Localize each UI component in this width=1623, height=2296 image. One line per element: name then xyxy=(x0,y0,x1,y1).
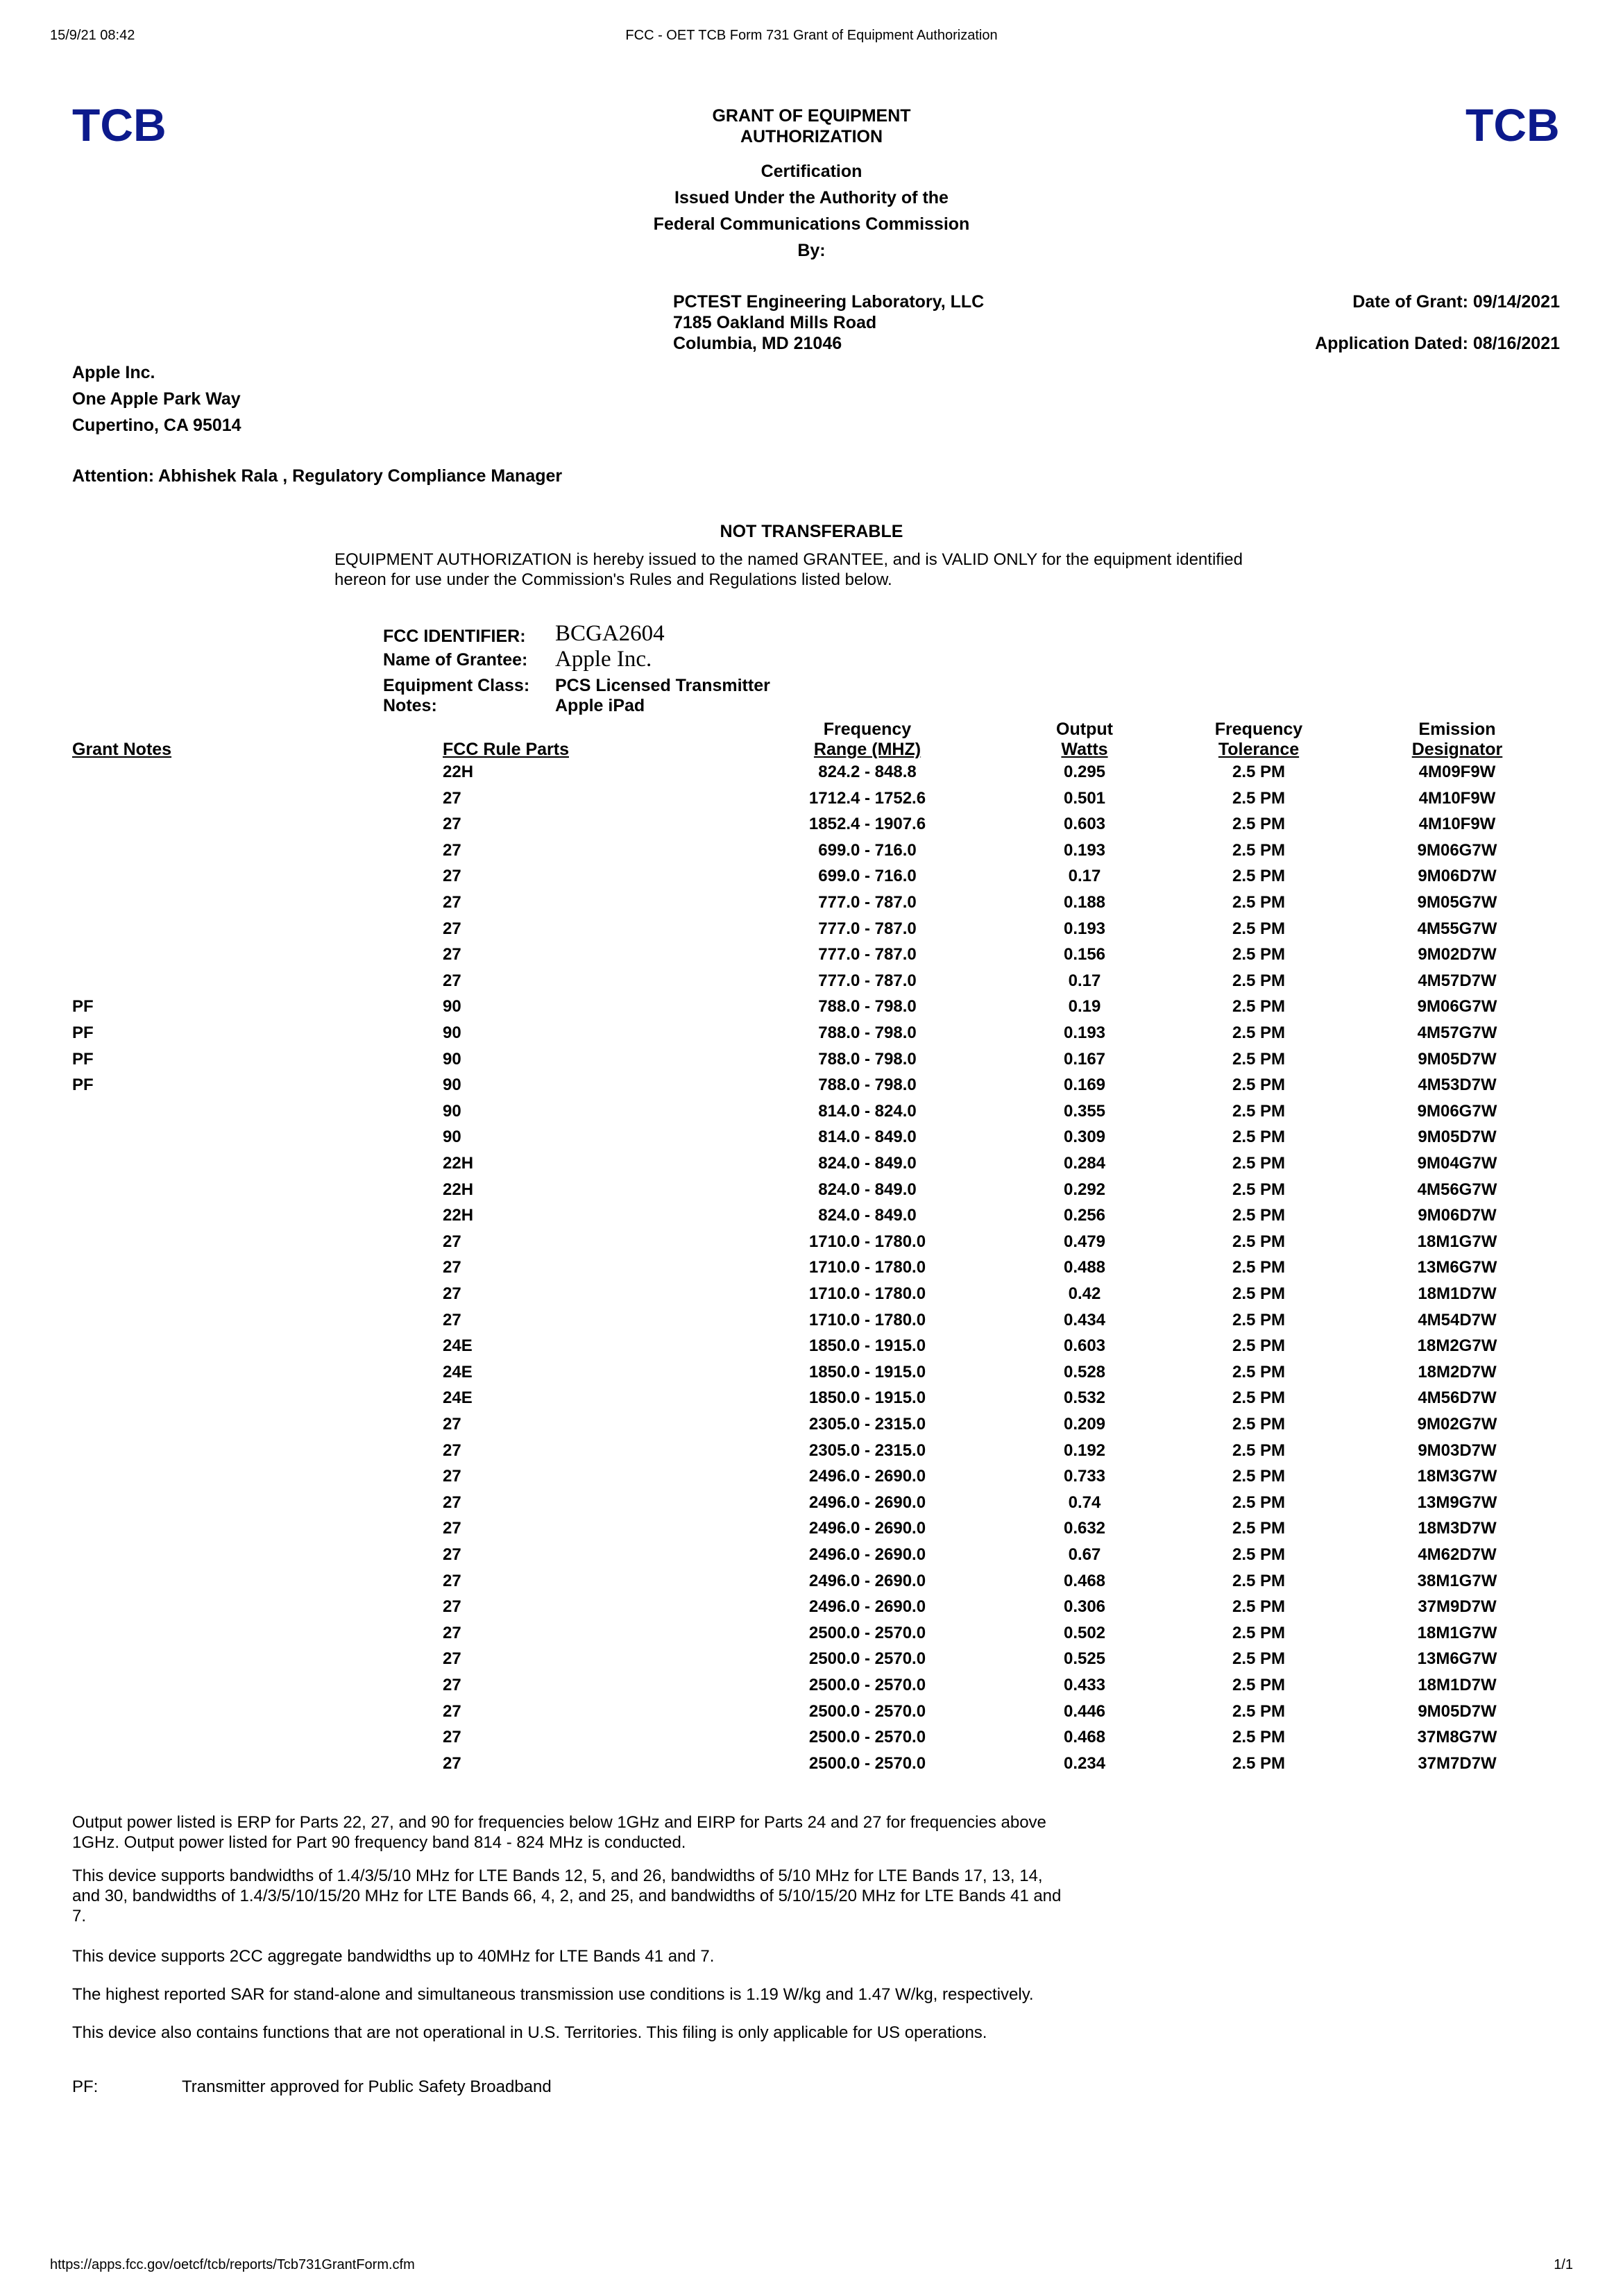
cell-frequency: 699.0 - 716.0 xyxy=(818,867,917,885)
cell-rule-part: 27 xyxy=(443,1441,461,1460)
condition-aggregate: This device supports 2CC aggregate bandwidths up to 40MHz for LTE Bands 41 and 7. xyxy=(72,1947,715,1966)
cell-output-watts: 0.603 xyxy=(1063,815,1106,833)
equipment-class-label: Equipment Class: xyxy=(383,676,530,695)
lab-city: Columbia, MD 21046 xyxy=(673,334,842,353)
cell-rule-part: 22H xyxy=(443,1154,474,1173)
cell-tolerance: 2.5 PM xyxy=(1232,1075,1286,1094)
cell-emission: 4M09F9W xyxy=(1418,763,1496,781)
cell-rule-part: 22H xyxy=(443,1206,474,1225)
cell-rule-part: 27 xyxy=(443,1597,461,1616)
cell-frequency: 777.0 - 787.0 xyxy=(818,919,917,938)
authority-line-3: Federal Communications Commission xyxy=(653,214,970,234)
cell-emission: 18M3D7W xyxy=(1418,1519,1497,1538)
cell-emission: 9M03D7W xyxy=(1418,1441,1497,1460)
grantee-street: One Apple Park Way xyxy=(72,389,241,409)
cell-emission: 4M57G7W xyxy=(1417,1023,1497,1042)
cell-frequency: 788.0 - 798.0 xyxy=(818,997,917,1016)
attention-line: Attention: Abhishek Rala , Regulatory Compliance Manager xyxy=(72,466,563,486)
application-dated: Application Dated: 08/16/2021 xyxy=(1315,334,1560,353)
cell-output-watts: 0.193 xyxy=(1063,919,1106,938)
notes-label: Notes: xyxy=(383,696,437,715)
cell-frequency: 824.0 - 849.0 xyxy=(818,1206,917,1225)
cell-tolerance: 2.5 PM xyxy=(1232,763,1286,781)
cell-tolerance: 2.5 PM xyxy=(1232,1258,1286,1277)
cell-frequency: 2496.0 - 2690.0 xyxy=(808,1493,926,1512)
cell-frequency: 777.0 - 787.0 xyxy=(818,893,917,912)
cell-frequency: 1850.0 - 1915.0 xyxy=(808,1363,926,1381)
grantee-city: Cupertino, CA 95014 xyxy=(72,416,241,435)
cell-emission: 9M05D7W xyxy=(1418,1702,1497,1721)
cell-output-watts: 0.468 xyxy=(1063,1728,1106,1746)
grantee-address xyxy=(72,359,241,439)
cell-output-watts: 0.433 xyxy=(1063,1676,1106,1694)
cell-emission: 9M05G7W xyxy=(1417,893,1497,912)
cell-grant-note: PF xyxy=(72,1023,94,1042)
cell-output-watts: 0.468 xyxy=(1063,1572,1106,1590)
cell-output-watts: 0.188 xyxy=(1063,893,1106,912)
cell-output-watts: 0.42 xyxy=(1068,1284,1101,1303)
authorization-statement xyxy=(334,550,1243,590)
cell-frequency: 777.0 - 787.0 xyxy=(818,971,917,990)
cell-rule-part: 90 xyxy=(443,997,461,1016)
date-of-grant: Date of Grant: 09/14/2021 xyxy=(1352,292,1560,312)
cell-emission: 37M8G7W xyxy=(1417,1728,1497,1746)
cell-tolerance: 2.5 PM xyxy=(1232,971,1286,990)
document-title xyxy=(0,105,1623,147)
cell-emission: 9M06D7W xyxy=(1418,1206,1497,1225)
condition-2-line-1: This device supports bandwidths of 1.4/3/5/10 MHz for LTE Bands 12, 5, and 26, bandwidths of 5/10 MHz for LTE Bands 17, 13, 14, xyxy=(72,1866,1043,1885)
cell-rule-part: 27 xyxy=(443,841,461,860)
cell-frequency: 1710.0 - 1780.0 xyxy=(808,1311,926,1329)
cell-rule-part: 27 xyxy=(443,1232,461,1251)
cell-tolerance: 2.5 PM xyxy=(1232,1728,1286,1746)
cell-tolerance: 2.5 PM xyxy=(1232,1311,1286,1329)
cell-tolerance: 2.5 PM xyxy=(1232,1754,1286,1773)
cell-emission: 4M10F9W xyxy=(1418,789,1496,808)
cell-frequency: 2496.0 - 2690.0 xyxy=(808,1597,926,1616)
cell-rule-part: 27 xyxy=(443,1702,461,1721)
cell-output-watts: 0.632 xyxy=(1063,1519,1106,1538)
cell-rule-part: 24E xyxy=(443,1363,473,1381)
cell-output-watts: 0.502 xyxy=(1063,1624,1106,1642)
title-line-1: GRANT OF EQUIPMENT xyxy=(712,106,911,126)
print-datetime: 15/9/21 08:42 xyxy=(50,28,135,43)
header-tolerance-line-2: Tolerance xyxy=(1218,740,1300,759)
cell-tolerance: 2.5 PM xyxy=(1232,1363,1286,1381)
header-tolerance-line-1: Frequency xyxy=(1214,720,1303,739)
header-frequency-line-2: Range (MHZ) xyxy=(813,740,921,759)
cell-emission: 18M1D7W xyxy=(1418,1284,1497,1303)
cell-output-watts: 0.528 xyxy=(1063,1363,1106,1381)
cell-output-watts: 0.209 xyxy=(1063,1415,1106,1434)
cell-frequency: 2500.0 - 2570.0 xyxy=(808,1702,926,1721)
cell-frequency: 2500.0 - 2570.0 xyxy=(808,1676,926,1694)
cell-output-watts: 0.446 xyxy=(1063,1702,1106,1721)
cell-emission: 9M04G7W xyxy=(1417,1154,1497,1173)
cell-frequency: 788.0 - 798.0 xyxy=(818,1075,917,1094)
cell-rule-part: 27 xyxy=(443,945,461,964)
condition-bandwidths xyxy=(72,1866,1061,1926)
cell-emission: 4M54D7W xyxy=(1418,1311,1497,1329)
cell-rule-part: 90 xyxy=(443,1023,461,1042)
cell-rule-part: 27 xyxy=(443,1728,461,1746)
equipment-class-value: PCS Licensed Transmitter xyxy=(555,676,770,695)
cell-tolerance: 2.5 PM xyxy=(1232,1519,1286,1538)
cell-frequency: 2496.0 - 2690.0 xyxy=(808,1545,926,1564)
cell-grant-note: PF xyxy=(72,1050,94,1069)
cell-rule-part: 90 xyxy=(443,1050,461,1069)
cell-frequency: 824.2 - 848.8 xyxy=(818,763,917,781)
authority-block xyxy=(0,158,1623,264)
cell-output-watts: 0.292 xyxy=(1063,1180,1106,1199)
grantee-name: Apple Inc. xyxy=(72,363,155,382)
cell-output-watts: 0.17 xyxy=(1068,867,1101,885)
cell-emission: 9M06G7W xyxy=(1417,1102,1497,1121)
cell-frequency: 2500.0 - 2570.0 xyxy=(808,1649,926,1668)
fcc-identifier-label: FCC IDENTIFIER: xyxy=(383,627,526,646)
cell-rule-part: 27 xyxy=(443,1493,461,1512)
cell-tolerance: 2.5 PM xyxy=(1232,1649,1286,1668)
cell-frequency: 2496.0 - 2690.0 xyxy=(808,1519,926,1538)
cell-frequency: 788.0 - 798.0 xyxy=(818,1050,917,1069)
cell-frequency: 2500.0 - 2570.0 xyxy=(808,1728,926,1746)
cell-tolerance: 2.5 PM xyxy=(1232,1180,1286,1199)
cell-emission: 4M10F9W xyxy=(1418,815,1496,833)
cell-rule-part: 27 xyxy=(443,1676,461,1694)
cell-output-watts: 0.309 xyxy=(1063,1128,1106,1146)
condition-1-line-1: Output power listed is ERP for Parts 22, 27, and 90 for frequencies below 1GHz and EIRP for Parts 24 and 27 for frequencies above xyxy=(72,1813,1046,1832)
cell-tolerance: 2.5 PM xyxy=(1232,1284,1286,1303)
cell-emission: 9M06G7W xyxy=(1417,997,1497,1016)
cell-tolerance: 2.5 PM xyxy=(1232,1206,1286,1225)
cell-emission: 4M56G7W xyxy=(1417,1180,1497,1199)
cell-tolerance: 2.5 PM xyxy=(1232,1467,1286,1486)
header-output-watts xyxy=(1015,720,1154,760)
cell-emission: 18M1D7W xyxy=(1418,1676,1497,1694)
cell-frequency: 1712.4 - 1752.6 xyxy=(808,789,926,808)
cell-emission: 4M53D7W xyxy=(1418,1075,1497,1094)
cell-output-watts: 0.167 xyxy=(1063,1050,1106,1069)
title-line-2: AUTHORIZATION xyxy=(740,127,883,146)
cell-rule-part: 22H xyxy=(443,763,474,781)
cell-tolerance: 2.5 PM xyxy=(1232,1232,1286,1251)
header-emission-line-1: Emission xyxy=(1418,720,1496,739)
cell-rule-part: 27 xyxy=(443,1649,461,1668)
cell-emission: 18M3G7W xyxy=(1417,1467,1497,1486)
cell-tolerance: 2.5 PM xyxy=(1232,1102,1286,1121)
print-page-title: FCC - OET TCB Form 731 Grant of Equipment Authorization xyxy=(625,28,998,43)
cell-emission: 4M57D7W xyxy=(1418,971,1497,990)
cell-frequency: 814.0 - 849.0 xyxy=(818,1128,917,1146)
cell-grant-note: PF xyxy=(72,997,94,1016)
cell-tolerance: 2.5 PM xyxy=(1232,1597,1286,1616)
cell-rule-part: 90 xyxy=(443,1102,461,1121)
cell-output-watts: 0.501 xyxy=(1063,789,1106,808)
footnote-code: PF: xyxy=(72,2077,99,2096)
fcc-identifier-value: BCGA2604 xyxy=(555,621,665,646)
cell-tolerance: 2.5 PM xyxy=(1232,919,1286,938)
cell-tolerance: 2.5 PM xyxy=(1232,893,1286,912)
cell-tolerance: 2.5 PM xyxy=(1232,1493,1286,1512)
cell-rule-part: 27 xyxy=(443,1545,461,1564)
cell-frequency: 777.0 - 787.0 xyxy=(818,945,917,964)
cell-emission: 4M55G7W xyxy=(1417,919,1497,938)
cell-rule-part: 27 xyxy=(443,1572,461,1590)
cell-tolerance: 2.5 PM xyxy=(1232,841,1286,860)
cell-output-watts: 0.234 xyxy=(1063,1754,1106,1773)
cell-emission: 13M6G7W xyxy=(1417,1649,1497,1668)
cell-emission: 9M05D7W xyxy=(1418,1128,1497,1146)
cell-tolerance: 2.5 PM xyxy=(1232,867,1286,885)
cell-rule-part: 27 xyxy=(443,1519,461,1538)
cell-rule-part: 27 xyxy=(443,1624,461,1642)
not-transferable: NOT TRANSFERABLE xyxy=(720,522,903,541)
cell-frequency: 1710.0 - 1780.0 xyxy=(808,1284,926,1303)
cell-emission: 37M7D7W xyxy=(1418,1754,1497,1773)
cell-rule-part: 27 xyxy=(443,1258,461,1277)
header-emission-line-2: Designator xyxy=(1411,740,1503,759)
header-output-line-2: Watts xyxy=(1061,740,1108,759)
cell-tolerance: 2.5 PM xyxy=(1232,1572,1286,1590)
grantee-name-value: Apple Inc. xyxy=(555,647,652,672)
cell-output-watts: 0.488 xyxy=(1063,1258,1106,1277)
cell-rule-part: 90 xyxy=(443,1128,461,1146)
cell-emission: 38M1G7W xyxy=(1417,1572,1497,1590)
cell-output-watts: 0.479 xyxy=(1063,1232,1106,1251)
cell-frequency: 1850.0 - 1915.0 xyxy=(808,1336,926,1355)
condition-2-line-2: and 30, bandwidths of 1.4/3/5/10/15/20 MHz for LTE Bands 66, 4, 2, and 25, and bandwidths of 5/10/15/20 MHz for LTE Bands 41 and xyxy=(72,1887,1062,1905)
cell-frequency: 824.0 - 849.0 xyxy=(818,1180,917,1199)
cell-frequency: 2496.0 - 2690.0 xyxy=(808,1467,926,1486)
cell-rule-part: 24E xyxy=(443,1388,473,1407)
cell-tolerance: 2.5 PM xyxy=(1232,1336,1286,1355)
cell-tolerance: 2.5 PM xyxy=(1232,1050,1286,1069)
cell-frequency: 2500.0 - 2570.0 xyxy=(808,1624,926,1642)
cell-tolerance: 2.5 PM xyxy=(1232,1388,1286,1407)
cell-emission: 9M06G7W xyxy=(1417,841,1497,860)
certification-label: Certification xyxy=(760,162,863,181)
cell-tolerance: 2.5 PM xyxy=(1232,1545,1286,1564)
cell-emission: 18M1G7W xyxy=(1417,1232,1497,1251)
cell-emission: 37M9D7W xyxy=(1418,1597,1497,1616)
cell-tolerance: 2.5 PM xyxy=(1232,1128,1286,1146)
condition-erp-eirp xyxy=(72,1812,1046,1853)
statement-line-2: hereon for use under the Commission's Rules and Regulations listed below. xyxy=(334,570,892,589)
cell-tolerance: 2.5 PM xyxy=(1232,815,1286,833)
cell-output-watts: 0.525 xyxy=(1063,1649,1106,1668)
cell-rule-part: 27 xyxy=(443,1754,461,1773)
cell-frequency: 2500.0 - 2570.0 xyxy=(808,1754,926,1773)
cell-emission: 13M9G7W xyxy=(1417,1493,1497,1512)
print-page-count: 1/1 xyxy=(1554,2257,1573,2272)
lab-name: PCTEST Engineering Laboratory, LLC xyxy=(673,292,985,312)
cell-output-watts: 0.355 xyxy=(1063,1102,1106,1121)
grantee-name-label: Name of Grantee: xyxy=(383,650,528,670)
cell-output-watts: 0.603 xyxy=(1063,1336,1106,1355)
authority-line-2: Issued Under the Authority of the xyxy=(674,188,949,207)
cell-tolerance: 2.5 PM xyxy=(1232,789,1286,808)
header-frequency-tolerance xyxy=(1189,720,1328,760)
cell-rule-part: 27 xyxy=(443,971,461,990)
cell-output-watts: 0.532 xyxy=(1063,1388,1106,1407)
cell-output-watts: 0.192 xyxy=(1063,1441,1106,1460)
tcb-logo-left: TCB xyxy=(72,99,167,151)
cell-rule-part: 90 xyxy=(443,1075,461,1094)
cell-emission: 4M56D7W xyxy=(1418,1388,1497,1407)
lab-address xyxy=(673,291,984,354)
cell-rule-part: 27 xyxy=(443,919,461,938)
cell-rule-part: 27 xyxy=(443,789,461,808)
cell-rule-part: 27 xyxy=(443,1415,461,1434)
cell-emission: 4M62D7W xyxy=(1418,1545,1497,1564)
cell-output-watts: 0.193 xyxy=(1063,1023,1106,1042)
cell-frequency: 2305.0 - 2315.0 xyxy=(808,1415,926,1434)
header-frequency-line-1: Frequency xyxy=(823,720,912,739)
cell-emission: 9M02G7W xyxy=(1417,1415,1497,1434)
cell-output-watts: 0.193 xyxy=(1063,841,1106,860)
print-url: https://apps.fcc.gov/oetcf/tcb/reports/Tcb731GrantForm.cfm xyxy=(50,2257,415,2272)
cell-frequency: 824.0 - 849.0 xyxy=(818,1154,917,1173)
authority-line-4: By: xyxy=(797,241,826,260)
cell-rule-part: 27 xyxy=(443,893,461,912)
cell-output-watts: 0.169 xyxy=(1063,1075,1106,1094)
cell-frequency: 814.0 - 824.0 xyxy=(818,1102,917,1121)
cell-frequency: 699.0 - 716.0 xyxy=(818,841,917,860)
cell-rule-part: 27 xyxy=(443,867,461,885)
cell-emission: 9M02D7W xyxy=(1418,945,1497,964)
cell-rule-part: 27 xyxy=(443,1311,461,1329)
cell-tolerance: 2.5 PM xyxy=(1232,1441,1286,1460)
cell-emission: 9M05D7W xyxy=(1418,1050,1497,1069)
condition-territories: This device also contains functions that are not operational in U.S. Territories. This filing is only applicable for US operations. xyxy=(72,2023,987,2042)
cell-tolerance: 2.5 PM xyxy=(1232,1624,1286,1642)
cell-output-watts: 0.67 xyxy=(1068,1545,1101,1564)
cell-emission: 13M6G7W xyxy=(1417,1258,1497,1277)
cell-tolerance: 2.5 PM xyxy=(1232,1154,1286,1173)
notes-value: Apple iPad xyxy=(555,696,645,715)
cell-tolerance: 2.5 PM xyxy=(1232,1023,1286,1042)
header-frequency-range xyxy=(763,720,971,760)
condition-1-line-2: 1GHz. Output power listed for Part 90 frequency band 814 - 824 MHz is conducted. xyxy=(72,1833,686,1852)
cell-frequency: 788.0 - 798.0 xyxy=(818,1023,917,1042)
cell-rule-part: 27 xyxy=(443,1284,461,1303)
cell-output-watts: 0.306 xyxy=(1063,1597,1106,1616)
tcb-logo-right: TCB xyxy=(1465,99,1560,151)
cell-tolerance: 2.5 PM xyxy=(1232,1702,1286,1721)
header-rule-parts: FCC Rule Parts xyxy=(443,740,569,759)
cell-frequency: 1710.0 - 1780.0 xyxy=(808,1258,926,1277)
cell-frequency: 2496.0 - 2690.0 xyxy=(808,1572,926,1590)
cell-output-watts: 0.156 xyxy=(1063,945,1106,964)
cell-frequency: 1850.0 - 1915.0 xyxy=(808,1388,926,1407)
cell-emission: 18M2G7W xyxy=(1417,1336,1497,1355)
cell-tolerance: 2.5 PM xyxy=(1232,1415,1286,1434)
condition-2-line-3: 7. xyxy=(72,1907,87,1925)
header-emission-designator xyxy=(1360,720,1554,760)
cell-output-watts: 0.295 xyxy=(1063,763,1106,781)
cell-rule-part: 27 xyxy=(443,815,461,833)
cell-output-watts: 0.17 xyxy=(1068,971,1101,990)
cell-frequency: 2305.0 - 2315.0 xyxy=(808,1441,926,1460)
cell-output-watts: 0.284 xyxy=(1063,1154,1106,1173)
cell-output-watts: 0.256 xyxy=(1063,1206,1106,1225)
cell-grant-note: PF xyxy=(72,1075,94,1094)
header-grant-notes: Grant Notes xyxy=(72,740,172,759)
cell-frequency: 1852.4 - 1907.6 xyxy=(808,815,926,833)
cell-emission: 18M2D7W xyxy=(1418,1363,1497,1381)
cell-tolerance: 2.5 PM xyxy=(1232,1676,1286,1694)
cell-output-watts: 0.733 xyxy=(1063,1467,1106,1486)
cell-tolerance: 2.5 PM xyxy=(1232,945,1286,964)
statement-line-1: EQUIPMENT AUTHORIZATION is hereby issued to the named GRANTEE, and is VALID ONLY for the equipment identified xyxy=(334,550,1243,569)
cell-rule-part: 22H xyxy=(443,1180,474,1199)
cell-rule-part: 27 xyxy=(443,1467,461,1486)
footnote-text: Transmitter approved for Public Safety Broadband xyxy=(182,2077,552,2096)
cell-emission: 9M06D7W xyxy=(1418,867,1497,885)
cell-output-watts: 0.74 xyxy=(1068,1493,1101,1512)
cell-tolerance: 2.5 PM xyxy=(1232,997,1286,1016)
cell-rule-part: 24E xyxy=(443,1336,473,1355)
cell-output-watts: 0.19 xyxy=(1068,997,1101,1016)
cell-frequency: 1710.0 - 1780.0 xyxy=(808,1232,926,1251)
cell-emission: 18M1G7W xyxy=(1417,1624,1497,1642)
header-output-line-1: Output xyxy=(1056,720,1113,739)
condition-sar: The highest reported SAR for stand-alone and simultaneous transmission use conditions is 1.19 W/kg and 1.47 W/kg, respectively. xyxy=(72,1985,1034,2004)
cell-output-watts: 0.434 xyxy=(1063,1311,1106,1329)
lab-street: 7185 Oakland Mills Road xyxy=(673,313,877,332)
